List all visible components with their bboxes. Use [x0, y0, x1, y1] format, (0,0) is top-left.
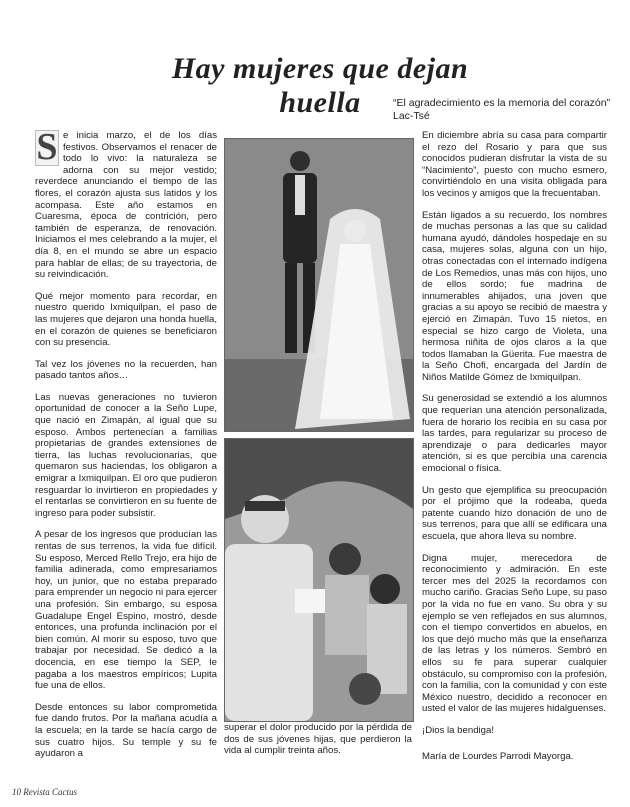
wedding-photo: [224, 138, 414, 432]
teacher-photo-illustration: [225, 439, 413, 721]
teacher-with-children-photo: [224, 438, 414, 722]
paragraph: A pesar de los ingresos que producían las rentas de sus terrenos, la vida fue difícil. Su esposo, Merced Rello Trejo, era hijo de familia adinerada, como empresariamos hoy, un junior, que no estaba preparado para emprender un negocio ni para ejercer una profesión. Sin embargo, su esposa Guadalupe Engel Espino, mostró, desde entonces, una profunda inclinación por el bien común. Al morir su esposo, tuvo que trabajar por necesidad. Se dedicó a la docencia, en ese tiempo la SEP, le pagaba a los maestros empíricos; Lupita fue una de ellos.: [35, 529, 217, 692]
paragraph: Digna mujer, merecedora de reconocimiento y admiración. En este tercer mes del 2025 la recordamos con mucho cariño. Gracias Seño Lupe, su paso por la vida no fue en vano. Su obra y su ejemplo se ven reflejados en sus alumnos, con el tiempo convertidos en abuelos, en los que dejó mucho más que la enseñanza de las letras y los números. Sembró en ellos su fe para superar cualquier obstáculo, su compromiso con la profesión, con la familia, con la comunidad y con este México nuestro, decidido a reconocer en usted el valor de las mujeres hidalguenses.: [422, 552, 607, 715]
paragraph: Desde entonces su labor comprometida fue dando frutos. Por la mañana acudía a la escuela; en la tarde se hacía cargo de sus cuatro hijos. Su temple y su fe ayudaron a: [35, 701, 217, 760]
wedding-photo-illustration: [225, 139, 413, 431]
paragraph: Están ligados a su recuerdo, los nombres de muchas personas a las que su calidad humana ayudó, dándoles hospedaje en su casa, mujeres solas, alguna con un hijo, otras conectadas con el internado indígena de Los Remedios, unas más con hijos, uno de ellos sordo; fue madrina de innumerables ahijados, una joven que gracias a su apoyo se recibió de maestra y ejerció en Zimapán. Tuvo 15 nietos, en especial se hizo cargo de Violeta, una hermosa niñita de ojos claros a la que todos llamaban la Güerita. Fue maestra de la Seño Chofi, encargada del Jardín de Niños Matilde Gómez de Ixmiquilpan.: [422, 209, 607, 383]
paragraph: Las nuevas generaciones no tuvieron oportunidad de conocer a la Seño Lupe, que nació en Zimapán, al igual que su esposo. Ambos pertenecían a familias propietarias de grandes extensiones de tierra, las luchas revolucionarias, que quemaron sus haciendas, los obligaron a emigrar a Ixmiquilpan. El oro que pudieron resguardar lo invirtieron en propiedades y el rentarlas se convirtieron en su fuente de ingreso para poder subsistir.: [35, 391, 217, 519]
paragraph: Tal vez los jóvenes no la recuerden, han pasado tantos años…: [35, 358, 217, 382]
paragraph-text: e inicia marzo, el de los días festivos. Observamos el renacer de todo lo vivo: la naturaleza se adorna con su mejor vestido; reverdece anunciando el tiempo de las flores, el corazón ajusta sus latidos y los acompasa. Este año estamos en Cuaresma, época de contrición, pero también de esperanza, de renovación. Iniciamos el mes celebrando a la mujer, el día 8, en el mundo se abre un espacio para hablar de ellas; de su trayectoria, de su reivindicación.: [35, 130, 217, 281]
paragraph: Su generosidad se extendió a los alumnos que requerían una atención personalizada, fuera de horario los recibía en su casa por las tardes, para regularizar su proceso de aprendizaje o para dedicarles mayor atención, si es que percibía una carencia emocional o física.: [422, 393, 607, 475]
author-signature: María de Lourdes Parrodi Mayorga.: [422, 750, 574, 762]
column-left: [35, 126, 217, 770]
epigraph-author: Lac-Tsé: [393, 110, 430, 122]
paragraph: [35, 126, 217, 281]
paragraph: En diciembre abría su casa para compartir el rezo del Rosario y para que sus conocidos pudieran disfrutar la vista de su “Nacimiento”, puesto con mucho esmero, convirtiéndolo en una visita obligada para los vecinos y amigos que la frecuentaban.: [422, 130, 607, 199]
drop-cap: S: [36, 126, 58, 168]
epigraph: [393, 97, 623, 123]
column-right: [422, 130, 607, 772]
paragraph: Un gesto que ejemplifica su preocupación por el prójimo que la rodeaba, queda patente cuando hizo donación de uno de sus terrenos, para que allí se edificara una escuela, que ahora lleva su nombre.: [422, 484, 607, 542]
epigraph-text: “El agradecimiento es la memoria del corazón”: [393, 97, 611, 109]
closing-blessing: ¡Dios la bendiga!: [422, 724, 494, 736]
page-folio: 10 Revista Cactus: [12, 787, 77, 797]
article-title: Hay mujeres que dejan huella: [171, 52, 469, 119]
center-column-text: superar el dolor producido por la pérdida de dos de sus jóvenes hijas, que perdieron la vida al cumplir treinta años.: [224, 722, 412, 757]
paragraph: Qué mejor momento para recordar, en nuestro querido Ixmiquilpan, el paso de las mujeres que dejaron una honda huella, en el corazón de quienes se beneficiaron con su presencia.: [35, 290, 217, 349]
